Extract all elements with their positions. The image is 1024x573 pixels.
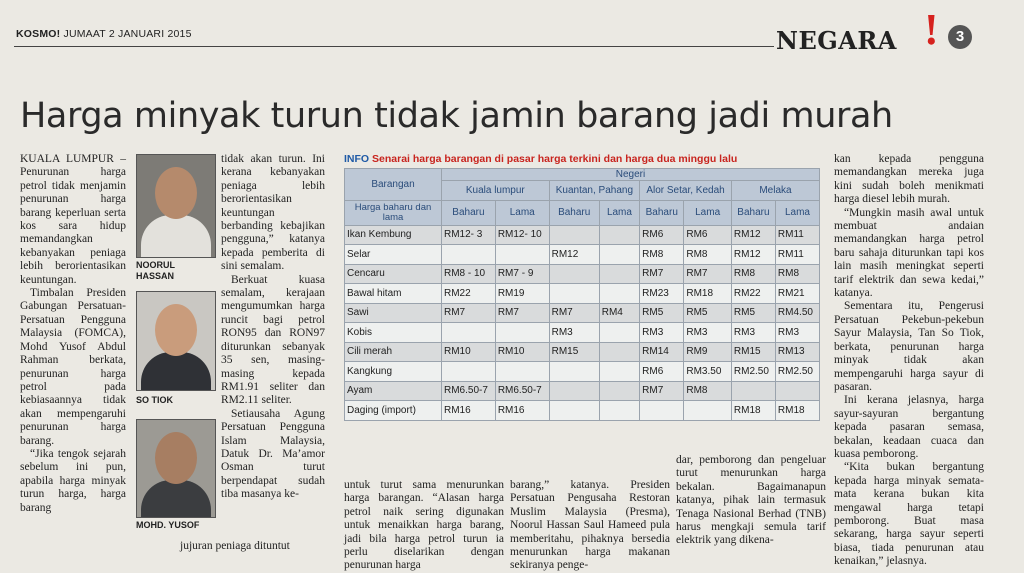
portrait-photo-so-tiok: [136, 291, 216, 391]
article-column-1: [20, 153, 126, 515]
header-negeri: Negeri: [442, 169, 820, 181]
photo-face: [155, 432, 197, 484]
item-name: Selar: [345, 245, 442, 265]
price-cell: [599, 264, 639, 284]
price-cell: RM4: [599, 303, 639, 323]
price-cell: [640, 401, 684, 421]
article-column-2-end: jujuran peniaga dituntut: [180, 540, 290, 552]
price-cell: [549, 225, 599, 245]
price-cell: RM7 - 9: [495, 264, 549, 284]
price-cell: RM23: [640, 284, 684, 304]
header-new: Baharu: [442, 200, 496, 225]
table-row: [345, 381, 820, 401]
price-cell: RM16: [442, 401, 496, 421]
price-cell: RM3.50: [684, 362, 732, 382]
table-row: [345, 225, 820, 245]
price-cell: RM5: [640, 303, 684, 323]
price-cell: [549, 362, 599, 382]
header-new: Baharu: [549, 200, 599, 225]
price-cell: [442, 245, 496, 265]
price-cell: RM6: [684, 225, 732, 245]
price-cell: RM5: [684, 303, 732, 323]
price-cell: RM8: [684, 245, 732, 265]
header-state: Alor Setar, Kedah: [640, 181, 732, 201]
price-cell: RM10: [495, 342, 549, 362]
photo-figure: [141, 352, 211, 391]
paragraph: Berkuat kuasa semalam, kerajaan mengumumkan harga runcit bagi petrol RON95 dan RON97 diturunkan sebanyak 35 sen, masing-masing kepada RM1.91 seliter dan RM2.11 seliter.: [221, 273, 325, 407]
item-name: Bawal hitam: [345, 284, 442, 304]
price-cell: RM16: [495, 401, 549, 421]
price-cell: RM8: [731, 264, 775, 284]
info-title-text: Senarai harga barangan di pasar harga terkini dan harga dua minggu lalu: [372, 153, 738, 165]
price-cell: [549, 284, 599, 304]
section-title: NEGARA: [776, 26, 897, 55]
header-state: Kuantan, Pahang: [549, 181, 640, 201]
price-cell: RM18: [731, 401, 775, 421]
price-cell: RM12- 3: [442, 225, 496, 245]
price-cell: RM4.50: [775, 303, 819, 323]
price-cell: RM15: [549, 342, 599, 362]
item-name: Sawi: [345, 303, 442, 323]
header-state: Melaka: [731, 181, 819, 201]
price-cell: RM21: [775, 284, 819, 304]
paragraph: “Kita bukan bergantung kepada harga minyak semata-mata kerana bukan kita mengawal harga tetapi pemborong. Buat masa sekarang, harga sayur seperti biasa, tiada penurunan atau kenaikan,” jelasnya.: [834, 461, 984, 568]
price-cell: RM6.50-7: [442, 381, 496, 401]
photo-caption: MOHD. YUSOF: [136, 520, 200, 530]
price-cell: RM9: [684, 342, 732, 362]
price-cell: RM3: [775, 323, 819, 343]
price-cell: RM13: [775, 342, 819, 362]
item-name: Cili merah: [345, 342, 442, 362]
price-cell: [549, 264, 599, 284]
paragraph: “Mungkin masih awal untuk membuat andaian memandangkan harga petrol baru sahaja diturunkan tapi kos lain masih meningkat seperti tarif elektrik dan sewa kedai,” katanya.: [834, 206, 984, 300]
paragraph: tidak akan turun. Ini kerana kebanyakan peniaga lebih berorientasikan keuntungan berbanding kebajikan pengguna,” katanya kepada pemberita di sini semalam.: [221, 153, 325, 273]
price-cell: RM7: [495, 303, 549, 323]
photo-face: [155, 304, 197, 356]
price-cell: [495, 323, 549, 343]
paper-name: KOSMO!: [16, 28, 61, 40]
price-cell: RM3: [731, 323, 775, 343]
price-cell: RM7: [442, 303, 496, 323]
table-row: [345, 401, 820, 421]
price-cell: [495, 362, 549, 382]
header-old: Lama: [775, 200, 819, 225]
price-cell: [599, 323, 639, 343]
price-cell: RM8: [775, 264, 819, 284]
item-name: Ayam: [345, 381, 442, 401]
info-box-title: [344, 153, 818, 165]
portrait-photo-mohd-yusof: [136, 419, 216, 518]
table-row: [345, 342, 820, 362]
price-cell: RM8: [640, 245, 684, 265]
section-exclamation: !: [924, 5, 939, 54]
table-row: [345, 264, 820, 284]
price-cell: RM14: [640, 342, 684, 362]
paragraph: Ini kerana jelasnya, harga sayur-sayuran bergantung kepada pasaran semasa, bekalan, keadaan cuaca dan kuasa pemborong.: [834, 394, 984, 460]
issue-date: JUMAAT 2 JANUARI 2015: [63, 28, 192, 40]
price-cell: RM3: [684, 323, 732, 343]
price-cell: [599, 381, 639, 401]
price-cell: RM6.50-7: [495, 381, 549, 401]
table-row: [345, 323, 820, 343]
paragraph: Timbalan Presiden Gabungan Persatuan-Persatuan Pengguna Malaysia (FOMCA), Mohd Yusof Abdul Rahman berkata, penurunan harga petrol pada kebiasaannya tidak akan mempengaruhi penurunan harga barang.: [20, 287, 126, 447]
price-cell: RM22: [442, 284, 496, 304]
price-cell: RM15: [731, 342, 775, 362]
price-cell: RM19: [495, 284, 549, 304]
price-cell: [599, 284, 639, 304]
price-cell: [599, 401, 639, 421]
price-cell: [549, 381, 599, 401]
info-label: INFO: [344, 153, 370, 165]
price-cell: [442, 362, 496, 382]
price-cell: RM6: [640, 362, 684, 382]
price-table-body: [345, 225, 820, 420]
price-cell: [775, 381, 819, 401]
price-cell: [599, 245, 639, 265]
header-barangan: Barangan: [345, 169, 442, 201]
photo-figure: [141, 480, 211, 518]
article-column-4: barang,” katanya. Presiden Persatuan Pengusaha Restoran Muslim Malaysia (Presma), Noorul Hassan Saul Hameed pula memberitahu, pihaknya bersedia menurunkan harga makanan sekiranya penge-: [510, 479, 670, 572]
item-name: Kobis: [345, 323, 442, 343]
price-cell: RM2.50: [731, 362, 775, 382]
item-name: Cencaru: [345, 264, 442, 284]
price-cell: RM12: [731, 245, 775, 265]
item-name: Kangkung: [345, 362, 442, 382]
table-row: [345, 284, 820, 304]
price-cell: RM2.50: [775, 362, 819, 382]
price-cell: [599, 342, 639, 362]
price-cell: RM11: [775, 225, 819, 245]
price-cell: RM3: [549, 323, 599, 343]
portrait-photo-noorul-hassan: [136, 154, 216, 258]
paragraph: Setiausaha Agung Persatuan Pengguna Islam Malaysia, Datuk Dr. Ma’amor Osman turut berpendapat sudah tiba masanya ke-: [221, 407, 325, 501]
price-cell: [442, 323, 496, 343]
photo-caption: NOORUL HASSAN: [136, 260, 175, 281]
article-column-3: untuk turut sama menurunkan harga barangan. “Alasan harga petrol naik sering digunakan untuk menaikkan harga barang, jadi bila harga petrol turun ia perlu diselarikan dengan penurunan harga: [344, 479, 504, 572]
article-column-6: dar, pemborong dan pengeluar turut menurunkan harga bekalan. Bagaimanapun katanya, pihak lain termasuk Tenaga Nasional Berhad (TNB) harus mengkaji semula tarif elektrik yang dikena-: [676, 454, 826, 547]
header-old: Lama: [599, 200, 639, 225]
header-old: Lama: [684, 200, 732, 225]
price-cell: [495, 245, 549, 265]
paragraph: “Jika tengok sejarah sebelum ini pun, apabila harga minyak turun harga, harga barang: [20, 447, 126, 514]
paragraph: KUALA LUMPUR – Penurunan harga petrol tidak menjamin penurunan harga barang keperluan serta kos sara hidup memandangkan kebanyakan peniaga lebih berorientasikan keuntungan.: [20, 153, 126, 286]
price-cell: [549, 401, 599, 421]
article-column-5: [834, 153, 984, 569]
price-cell: RM7: [640, 381, 684, 401]
price-cell: [731, 381, 775, 401]
page-number-badge: 3: [948, 25, 972, 49]
header-old: Lama: [495, 200, 549, 225]
header-new: Baharu: [640, 200, 684, 225]
headline: Harga minyak turun tidak jamin barang jadi murah: [20, 96, 893, 136]
price-cell: [599, 362, 639, 382]
price-cell: RM7: [640, 264, 684, 284]
masthead-date-line: [16, 28, 192, 40]
header-state: Kuala lumpur: [442, 181, 550, 201]
price-cell: RM7: [549, 303, 599, 323]
price-cell: RM11: [775, 245, 819, 265]
price-cell: RM12- 10: [495, 225, 549, 245]
price-cell: RM6: [640, 225, 684, 245]
price-cell: [684, 401, 732, 421]
table-row: [345, 362, 820, 382]
photo-figure: [141, 215, 211, 258]
price-cell: RM3: [640, 323, 684, 343]
price-cell: RM18: [775, 401, 819, 421]
article-column-2: [221, 153, 325, 502]
price-cell: RM7: [684, 264, 732, 284]
price-cell: RM8 - 10: [442, 264, 496, 284]
price-cell: RM18: [684, 284, 732, 304]
price-cell: RM10: [442, 342, 496, 362]
table-row: [345, 303, 820, 323]
price-cell: [599, 225, 639, 245]
price-cell: RM22: [731, 284, 775, 304]
header-new: Baharu: [731, 200, 775, 225]
price-table: [344, 168, 820, 421]
price-cell: RM8: [684, 381, 732, 401]
item-name: Daging (import): [345, 401, 442, 421]
price-cell: RM12: [731, 225, 775, 245]
photo-face: [155, 167, 197, 219]
item-name: Ikan Kembung: [345, 225, 442, 245]
price-cell: RM5: [731, 303, 775, 323]
masthead-rule: [14, 46, 774, 47]
price-cell: RM12: [549, 245, 599, 265]
table-row: [345, 245, 820, 265]
paragraph: kan kepada pengguna memandangkan mereka juga kini sudah boleh menikmati harga diesel lebih murah.: [834, 153, 984, 206]
photo-caption: SO TIOK: [136, 395, 174, 405]
paragraph: Sementara itu, Pengerusi Persatuan Pekebun-pekebun Sayur Malaysia, Tan So Tiok, berkata, penurunan harga minyak tidak akan mempengaruhi harga sayur di pasaran.: [834, 300, 984, 393]
header-item: Harga baharu dan lama: [345, 200, 442, 225]
